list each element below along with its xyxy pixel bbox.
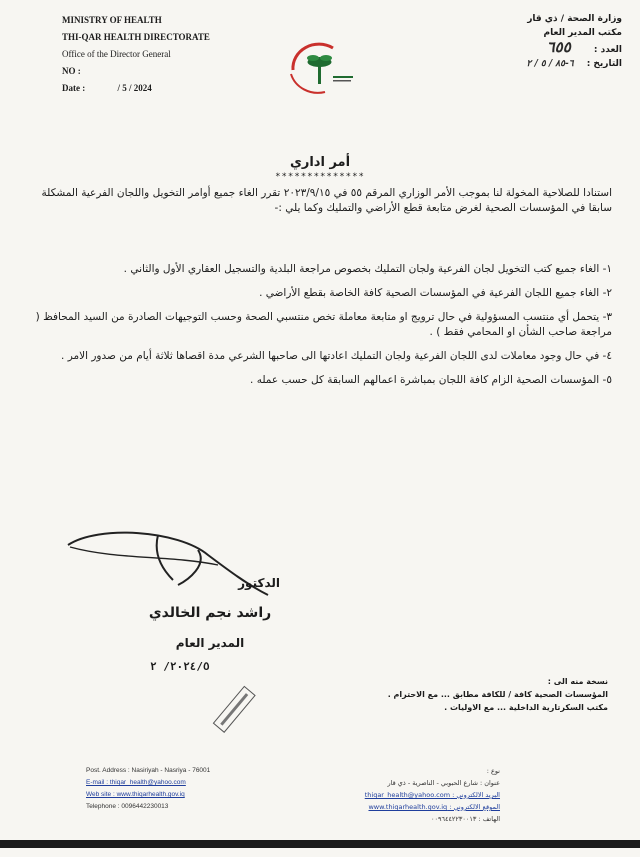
list-item: ٣- يتحمل أي منتسب المسؤولية في حال ترويج او متابعة معاملة تخص منتسبي الصحة وحسب التوجيهات الصادرة من السيد المحافظ ( مراجعة صاحب الشأن او المحامي فقط ) . — [35, 311, 612, 338]
number-label: NO : — [62, 66, 81, 76]
list-item: ٤- في حال وجود معاملات لدى اللجان الفرعية ولجان التمليك اعادتها الى صاحبها الشرعي مدة اقصاها ثلاثة أيام من صدور الامر . — [61, 350, 612, 362]
footer-website-link[interactable]: Web site : www.thiqarhealth.gov.iq — [86, 791, 185, 798]
signature-block — [110, 568, 310, 658]
signatory-position: المدير العام — [175, 636, 245, 650]
copies-line: مكتب السكرتارية الداخلية ... مع الاوليات . — [444, 703, 608, 712]
copies-to — [298, 675, 608, 714]
ministry-name: MINISTRY OF HEALTH — [62, 15, 162, 25]
footer — [0, 745, 640, 857]
footer-right — [320, 765, 500, 825]
footer-address: Post. Address : Nasiriyah - Nasriya - 76001 — [86, 767, 211, 774]
date-row-ar — [452, 57, 622, 71]
document-title: أمر اداري — [289, 155, 351, 170]
footer-telephone: Telephone : 0096442230013 — [86, 803, 169, 810]
signatory-name: راشد نجم الخالدي — [148, 605, 272, 621]
footer-right-line: نوع : — [486, 767, 500, 775]
footer-left — [86, 765, 210, 813]
handwritten-number: ٦٥٥ — [546, 38, 571, 56]
header-right — [452, 12, 622, 71]
list-item: ١- الغاء جميع كتب التخويل لجان الفرعية ولجان التمليك بخصوص مراجعة البلدية والتسجيل العقاري الأول والثاني . — [123, 263, 612, 275]
footer-right-website-link[interactable]: الموقع الالكتروني : www.thiqarhealth.gov.iq — [368, 803, 500, 811]
footer-right-telephone: الهاتف : ٠٠٩٦٤٤٢٢٣٠٠١٣ — [430, 815, 500, 823]
number-row-ar — [452, 40, 622, 57]
title-block — [0, 155, 640, 182]
title-underline-stars: ************** — [275, 172, 365, 182]
copies-heading: نسخة منه الى : — [547, 677, 608, 686]
footer-divider — [0, 840, 640, 848]
date-row — [62, 80, 262, 97]
office-name-ar: مكتب المدير العام — [543, 28, 622, 38]
footer-email-link[interactable]: E-mail : thiqar_health@yahoo.com — [86, 779, 186, 786]
copies-line: المؤسسات الصحية كافة / للكافة مطابق ... مع الاحترام . — [387, 690, 608, 699]
signature-date: ٢٠٢٤/٥/ ٢ — [150, 660, 210, 673]
number-label-ar: العدد : — [593, 45, 622, 55]
list-item: ٢- الغاء جميع اللجان الفرعية في المؤسسات الصحية كافة الخاصة بقطع الأراضي . — [259, 287, 612, 299]
footer-right-address: عنوان : شارع الحبوبي - الناصرية - ذي قار — [387, 779, 500, 787]
office-name: Office of the Director General — [62, 49, 171, 59]
order-items — [18, 262, 612, 397]
stamp-icon — [205, 680, 265, 740]
signatory-title: الدكتور — [238, 576, 280, 590]
date-value: / 5 / 2024 — [117, 83, 152, 93]
date-label-ar: التاريخ : — [586, 59, 622, 69]
list-item: ٥- المؤسسات الصحية الزام كافة اللجان بمباشرة اعمالهم السابقة كل حسب عمله . — [250, 374, 612, 386]
footer-right-email-link[interactable]: البريد الالكتروني : thiqar_health@yahoo.com — [364, 791, 500, 799]
date-value-ar: ٦-٨٥ / ٥ / ٢ — [526, 59, 574, 69]
ministry-logo-icon — [285, 40, 355, 96]
intro-paragraph: استنادا للصلاحية المخولة لنا بموجب الأمر الوزاري المرقم ٥٥ في ٢٠٢٣/٩/١٥ تقرر الغاء جميع أوامر التخويل واللجان الفرعية المشكلة سابقا في المؤسسات الصحية لغرض متابعة قطع الأراضي والتمليك وكما يلي :- — [41, 187, 612, 214]
date-label: Date : — [62, 83, 86, 93]
header-left — [62, 12, 262, 97]
directorate-name: THI-QAR HEALTH DIRECTORATE — [62, 32, 210, 42]
ministry-name-ar: وزارة الصحة / ذي قار — [527, 14, 622, 24]
